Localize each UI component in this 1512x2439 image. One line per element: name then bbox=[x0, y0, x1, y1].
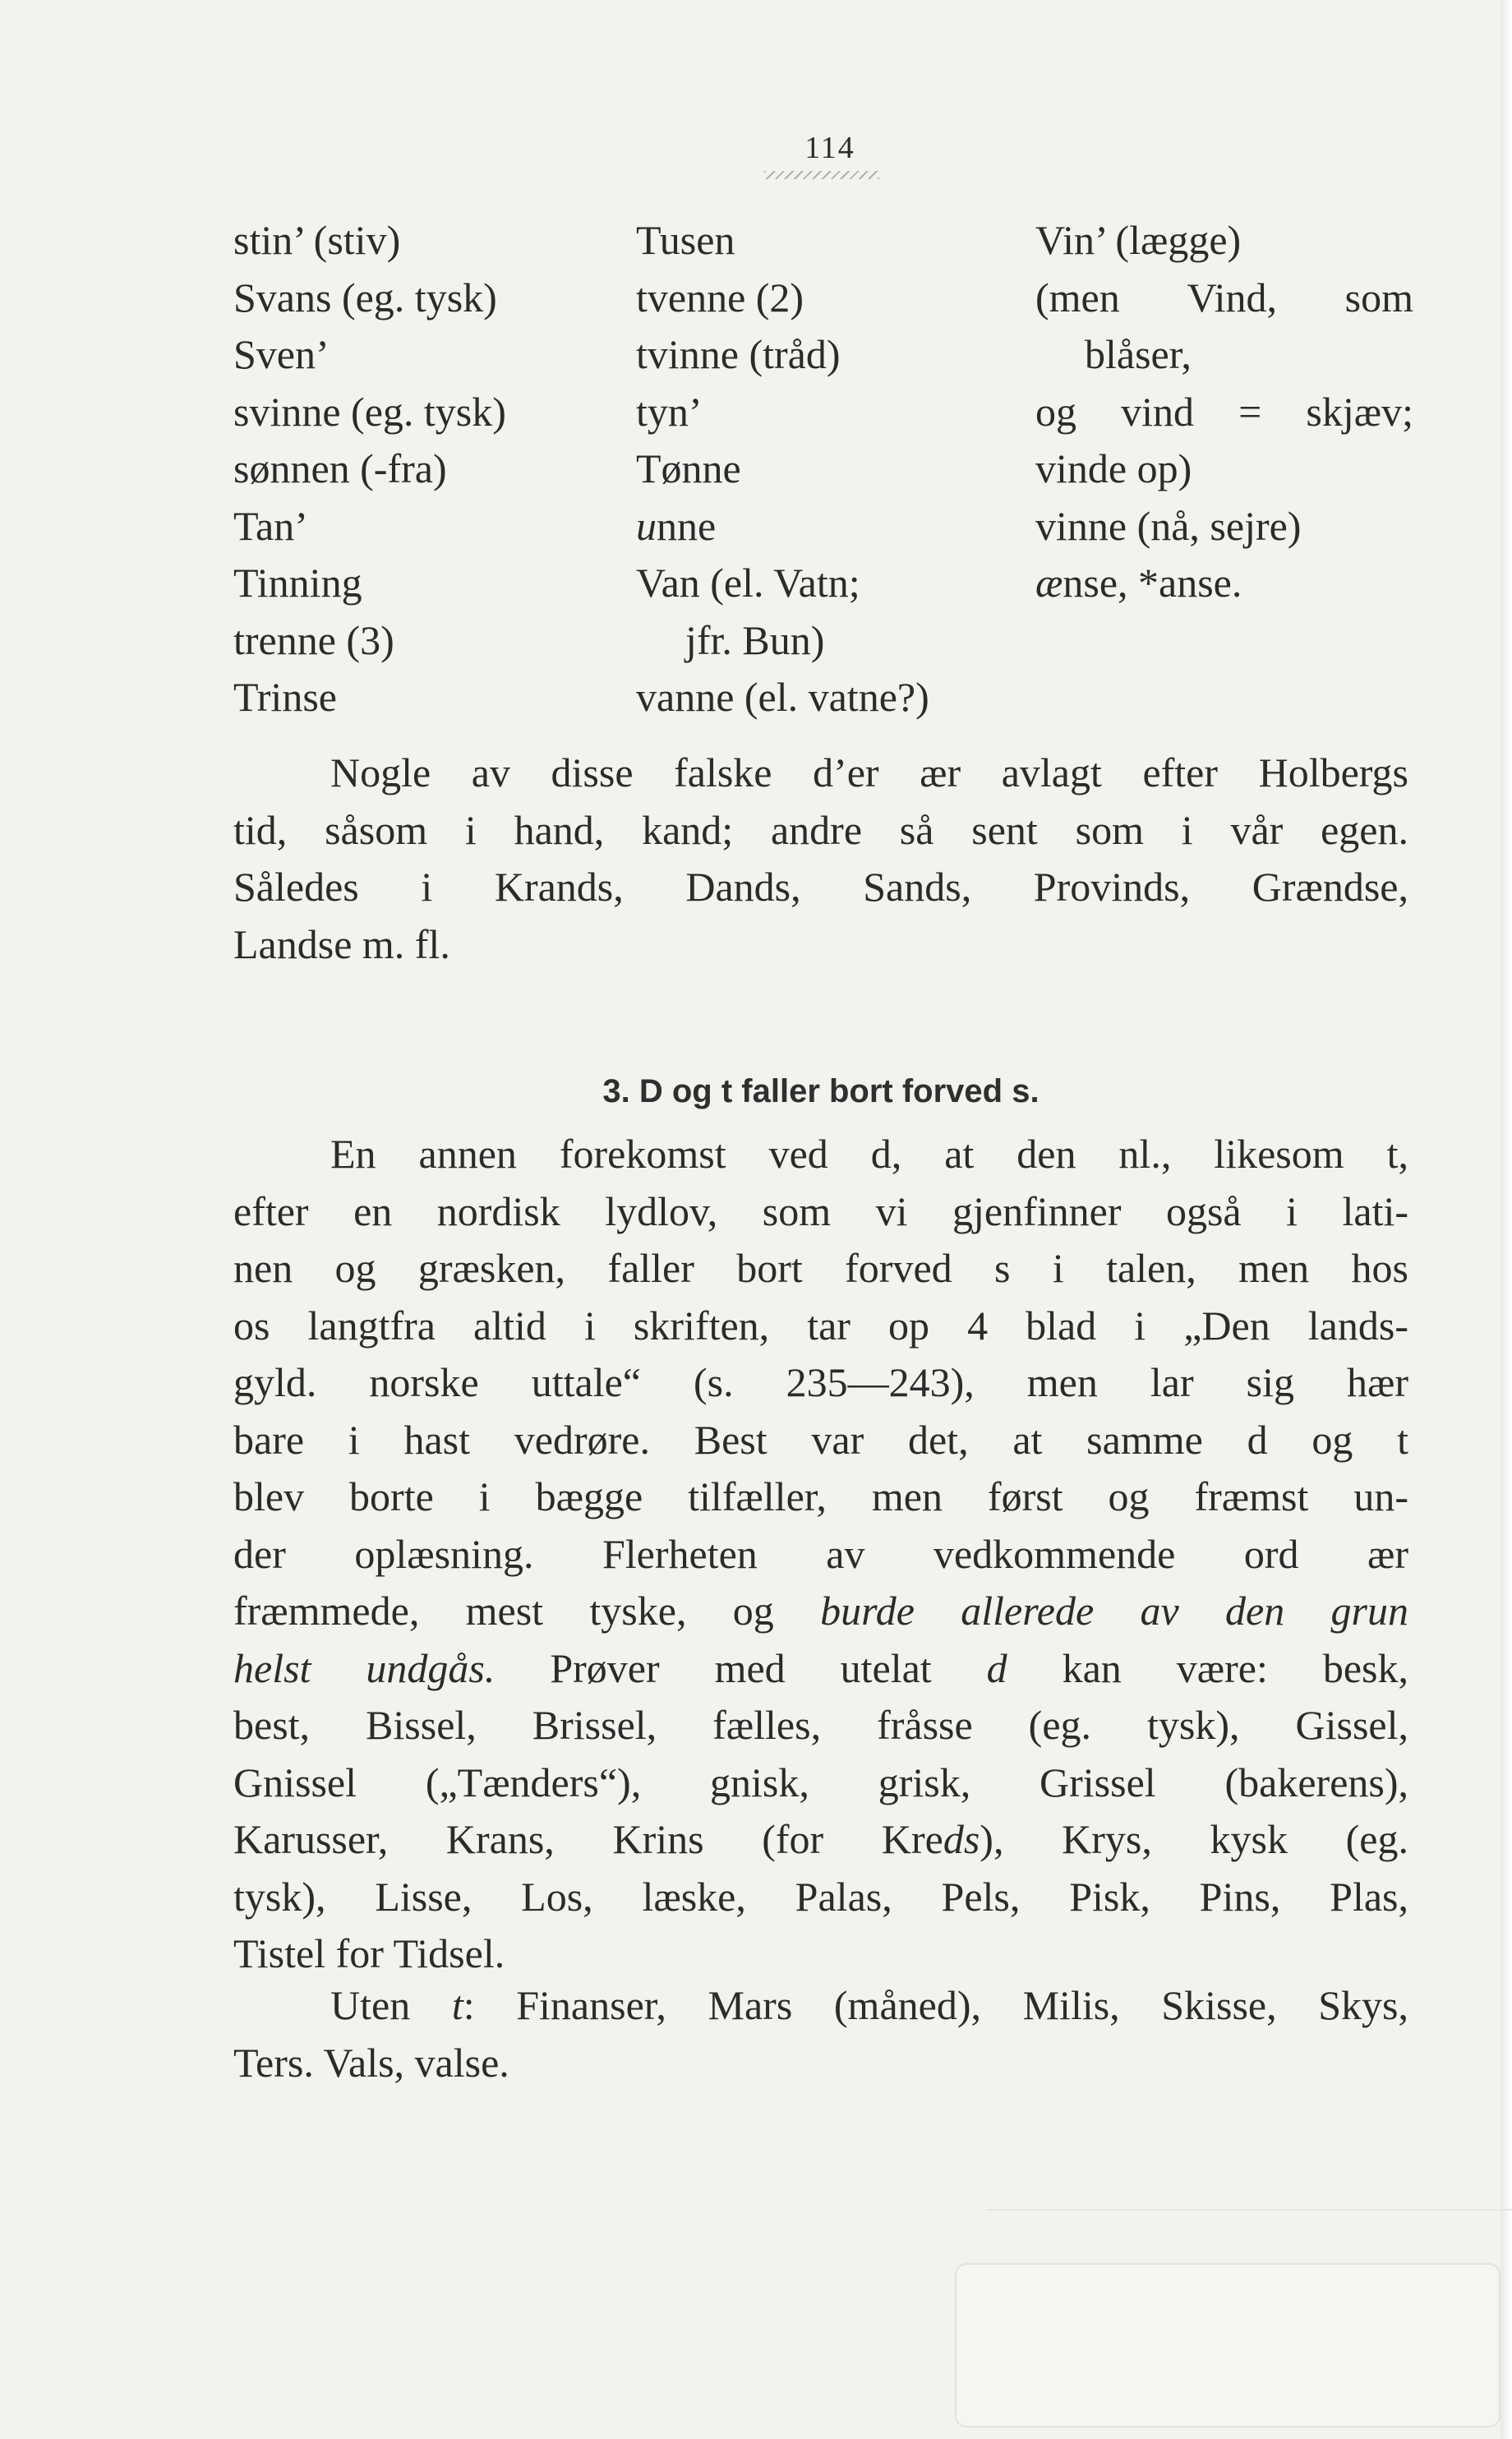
text-line bbox=[233, 1583, 1408, 1640]
text-line: Nogle av disse falske d’er ær avlagt efter Holbergs bbox=[330, 749, 1408, 795]
word-list-entry: tvinne (tråd) bbox=[636, 331, 841, 377]
text-line bbox=[233, 1811, 1408, 1869]
word-list-entry: Tusen bbox=[636, 217, 735, 263]
word-list-entry: (men Vind, som bbox=[1035, 274, 1413, 320]
word-list-entry: vanne (el. vatne?) bbox=[636, 674, 929, 720]
word-list-entry: svinne (eg. tysk) bbox=[233, 388, 506, 435]
page-scan-line bbox=[986, 2209, 1512, 2211]
word-list-entry: Sven’ bbox=[233, 331, 330, 377]
italic-letter: u bbox=[636, 502, 657, 549]
text-line: bare i hast vedrøre. Best var det, at samme d og t bbox=[233, 1416, 1408, 1463]
word-list-entry-continuation: jfr. Bun) bbox=[685, 616, 825, 663]
text-line: gyld. norske uttale“ (s. 235—243), men lar sig hær bbox=[233, 1359, 1408, 1405]
text-run: ), Krys, kysk (eg. bbox=[980, 1816, 1408, 1862]
section-heading: 3. D og t faller bort forved s. bbox=[602, 1073, 1040, 1109]
italic-text-run: ds bbox=[943, 1816, 980, 1862]
text-line: efter en nordisk lydlov, som vi gjenfinner også i lati- bbox=[233, 1187, 1408, 1234]
text-line bbox=[233, 1640, 1408, 1698]
text-line: nen og græsken, faller bort forved s i talen, men hos bbox=[233, 1245, 1408, 1291]
text-line bbox=[233, 1977, 1408, 2035]
text-run: Uten bbox=[330, 1982, 452, 2028]
word-list-entry: tvenne (2) bbox=[636, 274, 804, 320]
word-list-entry bbox=[636, 498, 1022, 556]
word-list-entry bbox=[1035, 555, 1413, 612]
text-line: der oplæsning. Flerheten av vedkommende ord ær bbox=[233, 1530, 1408, 1577]
word-list-column-1 bbox=[233, 212, 628, 726]
word-list-entry: og vind = skjæv; bbox=[1035, 388, 1413, 435]
word-list-entry: trenne (3) bbox=[233, 616, 394, 663]
italic-text-run: helst undgås. bbox=[233, 1644, 496, 1691]
word-list-entry: vinde op) bbox=[1035, 445, 1192, 491]
italic-text-run: t bbox=[451, 1982, 463, 2028]
paragraph-uten-t bbox=[233, 1977, 1408, 2091]
word-list-entry-continuation: blåser, bbox=[1085, 331, 1192, 377]
word-list-entry: vinne (nå, sejre) bbox=[1035, 502, 1302, 549]
text-line: tid, såsom i hand, kand; andre så sent som i vår egen. bbox=[233, 806, 1408, 853]
text-line: best, Bissel, Brissel, fælles, fråsse (eg. tysk), Gissel, bbox=[233, 1702, 1408, 1748]
italic-letter: æ bbox=[1035, 560, 1063, 606]
word-list-entry: Tan’ bbox=[233, 502, 308, 549]
text-run: Karusser, Krans, Krins (for Kre bbox=[233, 1816, 943, 1862]
text-run: fræmmede, mest tyske, og bbox=[233, 1588, 821, 1634]
page-corner-mark bbox=[955, 2263, 1500, 2427]
italic-text-run: d bbox=[986, 1644, 1007, 1691]
paragraph-d-og-t bbox=[233, 1126, 1408, 1983]
word-list-entry: tyn’ bbox=[636, 388, 703, 435]
page-number: 114 bbox=[804, 131, 855, 165]
text-line: blev borte i bægge tilfæller, men først og fræmst un- bbox=[233, 1473, 1408, 1519]
text-run: Prøver med utelat bbox=[495, 1644, 987, 1691]
word-list-entry: Tinning bbox=[233, 560, 362, 606]
text-run: kan være: besk, bbox=[1007, 1644, 1408, 1691]
word-list-entry: sønnen (-fra) bbox=[233, 445, 447, 491]
text-line: Tistel for Tidsel. bbox=[233, 1930, 505, 1976]
word-list-entry: Van (el. Vatn; bbox=[636, 560, 860, 606]
text-line: Således i Krands, Dands, Sands, Provinds, Grændse, bbox=[233, 864, 1408, 910]
paragraph-falske-d bbox=[233, 745, 1408, 973]
word-list-entry: Tønne bbox=[636, 445, 741, 491]
entry-text: nne bbox=[657, 502, 717, 549]
word-list-entry: Svans (eg. tysk) bbox=[233, 274, 497, 320]
word-list-column-2 bbox=[636, 212, 1022, 726]
italic-text-run: burde allerede av den grun bbox=[820, 1588, 1408, 1634]
text-line: Gnissel („Tænders“), gnisk, grisk, Grissel (bakerens), bbox=[233, 1759, 1408, 1805]
word-list-entry: stin’ (stiv) bbox=[233, 217, 401, 263]
text-line: tysk), Lisse, Los, læske, Palas, Pels, Pisk, Pins, Plas, bbox=[233, 1873, 1408, 1920]
text-line: Landse m. fl. bbox=[233, 920, 450, 967]
text-line: En annen forekomst ved d, at den nl., likesom t, bbox=[330, 1131, 1408, 1177]
page-number-ornament bbox=[764, 171, 879, 179]
text-line: Ters. Vals, valse. bbox=[233, 2039, 509, 2086]
word-list-entry: Vin’ (lægge) bbox=[1035, 217, 1242, 263]
text-line: os langtfra altid i skriften, tar op 4 blad i „Den lands- bbox=[233, 1302, 1408, 1349]
word-list-column-3 bbox=[1035, 212, 1413, 612]
word-list-entry: Trinse bbox=[233, 674, 337, 720]
entry-text: nse, *anse. bbox=[1063, 560, 1242, 606]
text-run: : Finanser, Mars (måned), Milis, Skisse, Skys, bbox=[463, 1982, 1408, 2028]
page-edge-shadow bbox=[1500, 0, 1512, 2439]
